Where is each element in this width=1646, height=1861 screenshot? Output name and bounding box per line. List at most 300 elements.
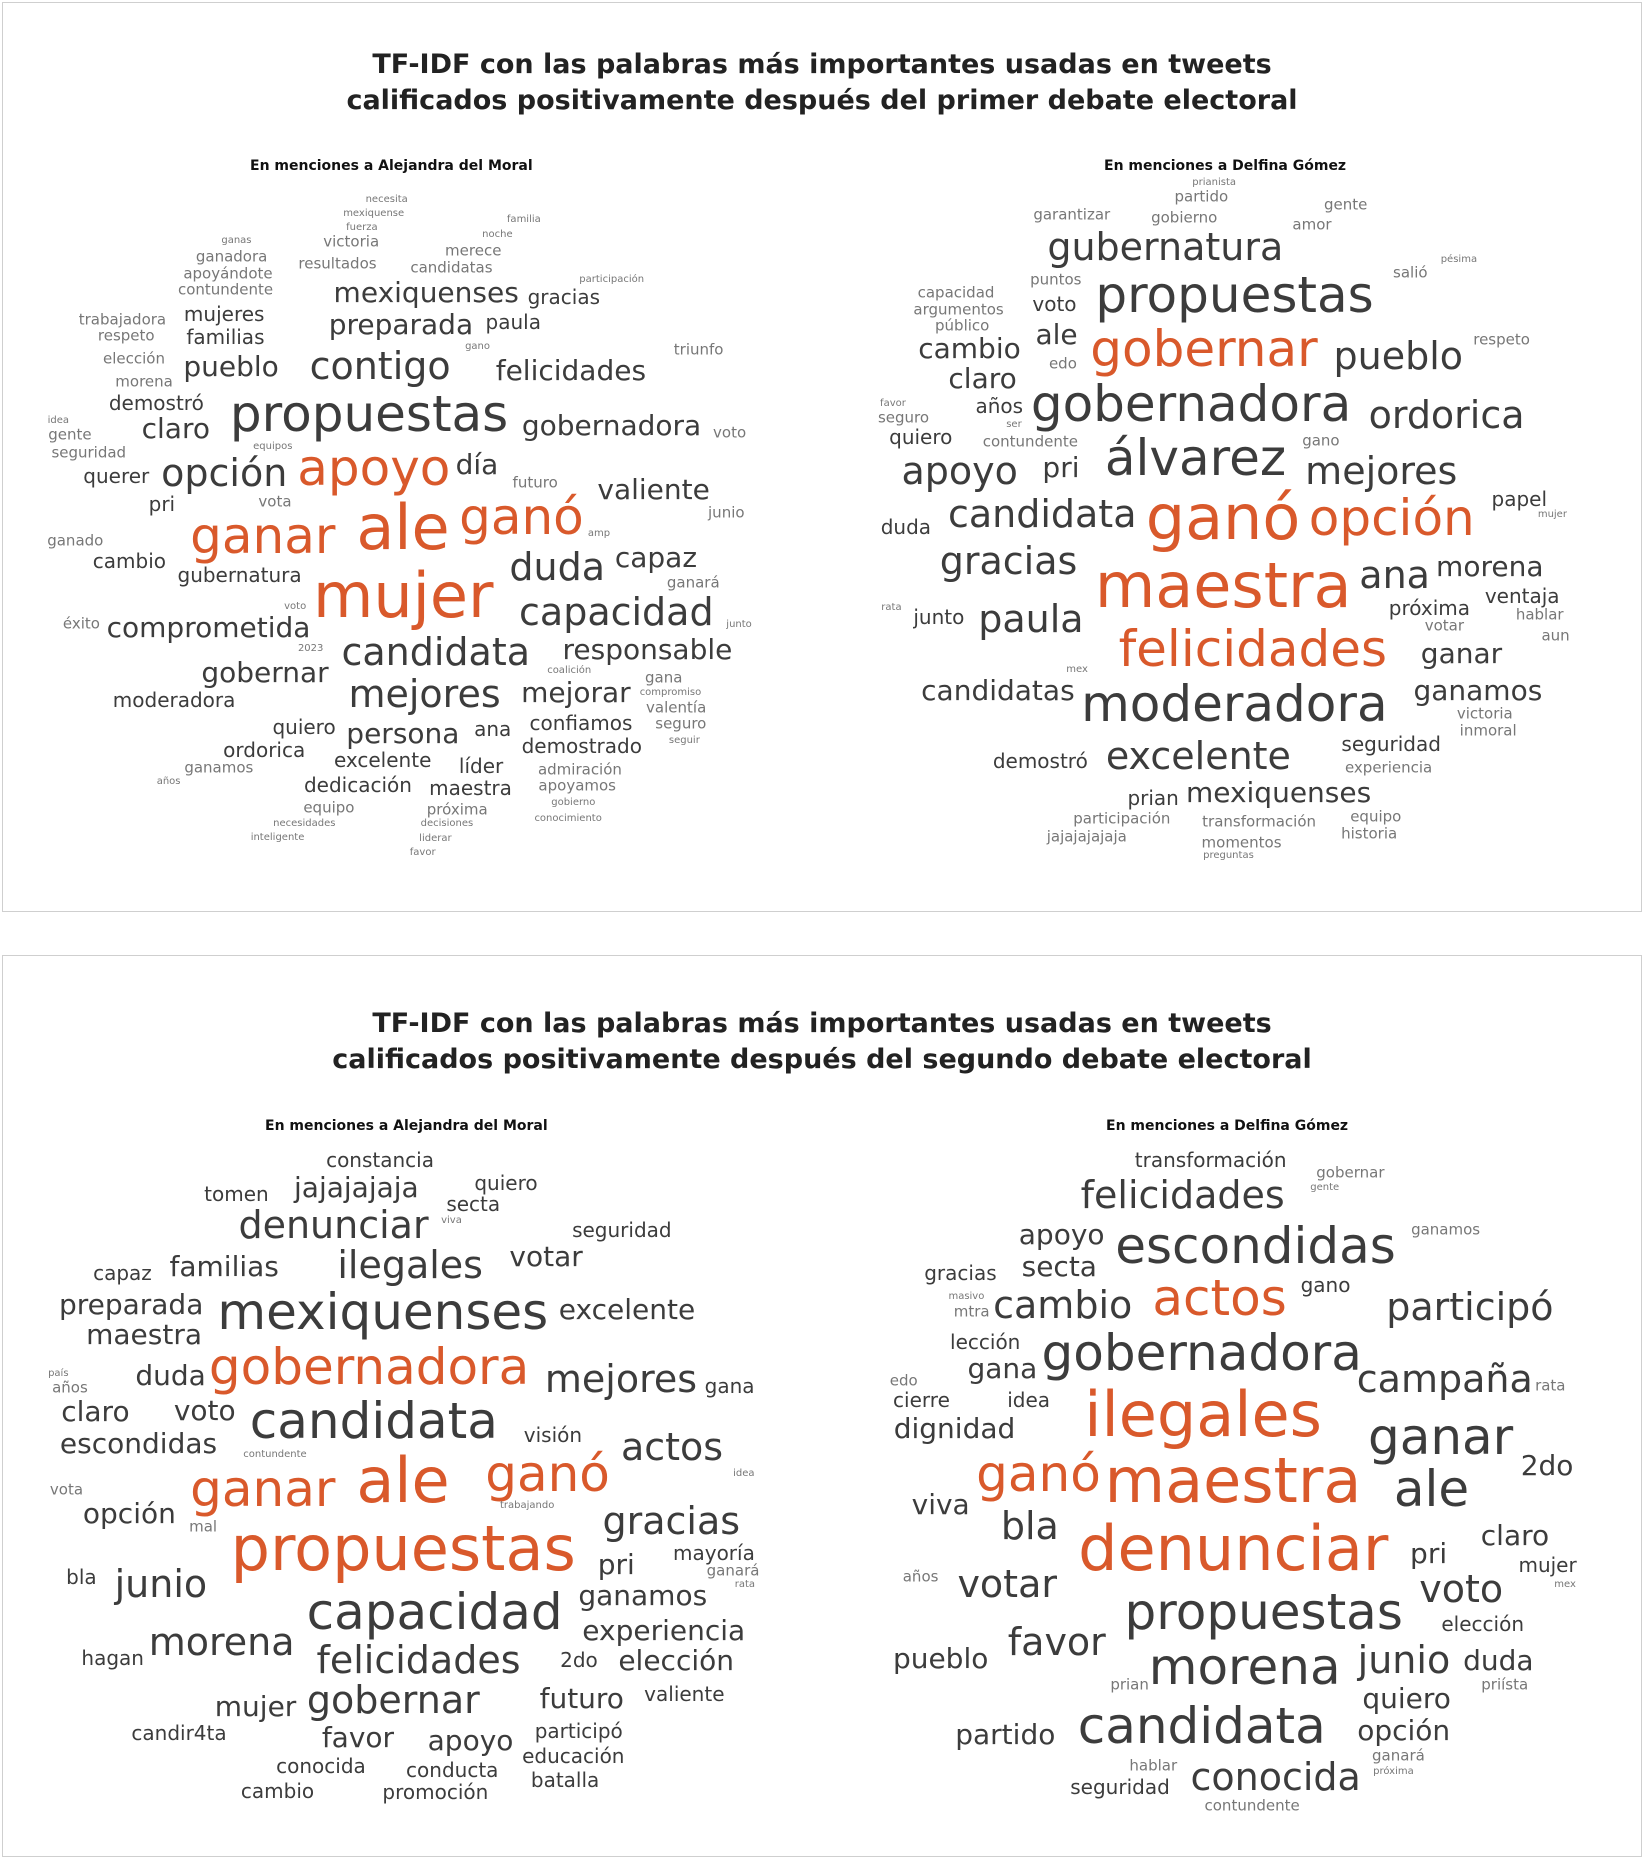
cloud-word: quiero (474, 1170, 538, 1195)
cloud-word: candidata (947, 491, 1137, 536)
word-cloud-alejandra-second (43, 1146, 763, 1816)
cloud-word: junio (114, 1562, 208, 1607)
cloud-word: hablar (1129, 1756, 1178, 1775)
cloud-word: gana (967, 1352, 1038, 1386)
cloud-word: priísta (1481, 1675, 1529, 1694)
cloud-word: mujer (1537, 509, 1567, 521)
cloud-word: batalla (530, 1768, 600, 1793)
cloud-word: ale (356, 1444, 450, 1517)
cloud-word: cambio (918, 332, 1021, 366)
cloud-word: favor (409, 846, 436, 858)
cloud-word: felicidades (1080, 1173, 1285, 1218)
cloud-word: ventaja (1484, 583, 1560, 608)
cloud-word: dignidad (893, 1412, 1016, 1446)
cloud-word: gubernatura (1047, 224, 1284, 269)
cloud-word: quiero (272, 714, 336, 739)
cloud-word: valiente (644, 1681, 725, 1706)
cloud-word: rata (881, 601, 902, 613)
cloud-word: público (935, 316, 990, 335)
cloud-word: rata (1535, 1376, 1566, 1395)
cloud-word: pueblo (183, 350, 279, 384)
cloud-word: claro (1480, 1518, 1550, 1552)
cloud-subtitle-delfina: En menciones a Delfina Gómez (1104, 158, 1347, 174)
cloud-word: equipos (253, 440, 293, 452)
cloud-word: ganar (1420, 636, 1503, 670)
cloud-word: conducta (406, 1758, 499, 1783)
cloud-word: demostró (992, 749, 1088, 774)
cloud-word: contundente (243, 1448, 307, 1460)
cloud-word: felicidades (316, 1638, 521, 1683)
cloud-word: futuro (539, 1682, 624, 1716)
cloud-word: futuro (512, 473, 558, 492)
cloud-word: promoción (382, 1779, 489, 1804)
cloud-word: día (455, 448, 499, 482)
cloud-word: gobernadora (1041, 1324, 1362, 1383)
cloud-word: quiero (889, 425, 953, 450)
cloud-word: mejorar (521, 675, 631, 709)
cloud-word: querer (83, 464, 150, 489)
cloud-word: puntos (1030, 270, 1082, 289)
cloud-word: mejores (1305, 449, 1458, 494)
word-cloud-alejandra-first (43, 193, 763, 863)
cloud-word: familia (506, 213, 541, 225)
cloud-word: éxito (62, 614, 100, 633)
cloud-word: apoyándote (183, 264, 273, 283)
cloud-word: elección (618, 1644, 734, 1678)
cloud-word: favor (321, 1720, 395, 1754)
cloud-word: ordorica (1368, 392, 1525, 437)
cloud-word: duda (1463, 1644, 1534, 1678)
cloud-word: transformación (1134, 1147, 1287, 1172)
cloud-word: ilegales (337, 1242, 483, 1287)
cloud-word: hagan (81, 1646, 144, 1671)
cloud-word: claro (948, 361, 1017, 395)
cloud-word: gobernar (306, 1678, 480, 1723)
cloud-word: preparada (328, 308, 474, 342)
cloud-word: voto (1032, 291, 1077, 316)
cloud-word: ganadora (195, 247, 268, 266)
cloud-word: capaz (614, 541, 698, 575)
cloud-word: gobernar (1090, 319, 1318, 378)
cloud-word: partido (955, 1718, 1056, 1752)
cloud-word: ganó (485, 1444, 610, 1503)
cloud-word: mujer (312, 558, 494, 632)
cloud-word: valiente (597, 472, 710, 506)
cloud-word: morena (1148, 1638, 1341, 1697)
cloud-word: voto (284, 600, 307, 612)
cloud-word: maestra (86, 1317, 203, 1351)
cloud-word: gobernar (1316, 1163, 1385, 1182)
cloud-word: denunciar (1078, 1511, 1389, 1585)
cloud-word: amor (1292, 215, 1332, 234)
cloud-word: gano (1300, 1272, 1351, 1297)
cloud-word: cambio (92, 548, 166, 573)
cloud-word: familias (186, 325, 265, 350)
cloud-word: denunciar (238, 1202, 429, 1247)
cloud-word: cierre (893, 1388, 950, 1413)
cloud-word: resultados (298, 254, 377, 273)
cloud-word: momentos (1201, 833, 1282, 851)
cloud-word: admiración (537, 760, 622, 779)
cloud-word: excelente (333, 748, 432, 773)
cloud-word: gracias (939, 538, 1078, 583)
cloud-word: merece (445, 241, 502, 260)
cloud-word: años (156, 776, 181, 788)
cloud-word: maestra (1104, 1444, 1362, 1517)
panel-title-line-1: TF-IDF con las palabras más importantes usadas en tweets (372, 49, 1272, 80)
cloud-word: gente (48, 425, 92, 444)
cloud-word: idea (47, 415, 69, 427)
cloud-word: favor (880, 397, 906, 409)
cloud-word: cambio (993, 1283, 1133, 1328)
cloud-word: voto (713, 423, 747, 442)
cloud-word: apoyo (901, 449, 1018, 494)
cloud-word: gobernar (201, 656, 329, 690)
cloud-word: pueblo (1333, 333, 1464, 378)
cloud-word: idea (733, 1467, 755, 1479)
cloud-word: candidata (341, 630, 531, 675)
cloud-word: conocimiento (534, 813, 602, 825)
cloud-word: ganamos (578, 1579, 708, 1612)
cloud-word: junto (913, 605, 965, 630)
cloud-word: preparada (58, 1287, 204, 1321)
cloud-subtitle-delfina: En menciones a Delfina Gómez (1106, 1118, 1349, 1134)
cloud-word: participación (579, 274, 645, 286)
cloud-word: victoria (323, 232, 380, 251)
cloud-word: pésima (1440, 254, 1478, 266)
cloud-word: gano (1302, 431, 1340, 450)
cloud-word: dedicación (303, 772, 412, 797)
cloud-word: equipo (1350, 807, 1402, 826)
cloud-word: responsable (562, 632, 733, 666)
cloud-word: opción (1357, 1714, 1451, 1748)
cloud-word: edo (889, 1371, 918, 1390)
cloud-word: mexiquenses (217, 1282, 549, 1341)
cloud-word: prian (1127, 785, 1179, 810)
cloud-word: prianista (1192, 177, 1237, 189)
cloud-word: propuestas (1095, 266, 1374, 325)
cloud-subtitle-alejandra: En menciones a Alejandra del Moral (250, 158, 533, 174)
cloud-word: pri (1042, 450, 1080, 484)
cloud-word: mujer (214, 1689, 297, 1723)
cloud-word: candidata (1077, 1696, 1326, 1755)
cloud-word: gente (1323, 195, 1368, 214)
cloud-word: liderar (419, 832, 452, 844)
cloud-word: mexiquense (343, 207, 405, 219)
cloud-word: contundente (1204, 1796, 1300, 1814)
cloud-word: mayoría (672, 1540, 755, 1565)
cloud-word: vota (49, 1480, 84, 1499)
cloud-word: ganó (1145, 481, 1301, 554)
cloud-word: 2023 (297, 643, 324, 655)
cloud-word: gubernatura (177, 562, 302, 587)
cloud-word: favor (1007, 1619, 1106, 1664)
cloud-word: participó (534, 1719, 623, 1744)
cloud-word: ganado (47, 531, 104, 550)
cloud-word: gente (1310, 1181, 1340, 1193)
cloud-word: moderadora (112, 687, 236, 712)
cloud-word: pueblo (892, 1641, 989, 1675)
cloud-word: voto (173, 1393, 236, 1427)
cloud-word: comprometida (106, 611, 311, 645)
cloud-word: noche (482, 228, 513, 240)
cloud-word: maestra (1094, 548, 1352, 622)
cloud-word: contundente (982, 432, 1078, 451)
cloud-word: necesidades (273, 817, 336, 829)
cloud-word: claro (61, 1395, 130, 1429)
cloud-word: pri (1410, 1536, 1448, 1570)
cloud-word: decisiones (420, 818, 474, 830)
cloud-word: contundente (177, 280, 274, 299)
cloud-word: mex (1554, 1578, 1576, 1590)
cloud-word: experiencia (582, 1613, 746, 1647)
cloud-word: hablar (1515, 605, 1564, 624)
cloud-word: secta (1021, 1249, 1097, 1283)
cloud-word: apoyo (427, 1724, 514, 1758)
cloud-word: duda (880, 515, 932, 540)
cloud-word: pri (597, 1548, 635, 1582)
cloud-word: ganamos (1413, 673, 1543, 707)
cloud-word: visión (523, 1422, 583, 1447)
cloud-word: apoyo (1018, 1217, 1105, 1251)
cloud-word: excelente (1105, 734, 1291, 779)
cloud-word: salió (1393, 263, 1428, 282)
cloud-word: votar (957, 1562, 1057, 1607)
cloud-word: años (975, 394, 1024, 419)
cloud-word: ganar (190, 1459, 336, 1518)
cloud-word: valentía (646, 698, 707, 717)
cloud-word: ana (474, 716, 512, 741)
cloud-word: paula (978, 597, 1084, 642)
cloud-word: años (902, 1567, 939, 1586)
cloud-word: trabajando (499, 1499, 555, 1511)
cloud-word: morena (1436, 550, 1544, 584)
cloud-word: idea (1007, 1387, 1051, 1412)
cloud-word: seguro (655, 714, 707, 733)
cloud-word: seguridad (1341, 732, 1441, 757)
cloud-word: gobierno (551, 796, 596, 808)
cloud-word: gana (704, 1373, 755, 1398)
cloud-word: seguridad (1070, 1774, 1170, 1799)
panel-title-line-2: calificados positivamente después del primer debate electoral (346, 85, 1298, 116)
cloud-word: ganará (1372, 1746, 1425, 1765)
word-cloud-delfina-first (873, 173, 1573, 863)
cloud-word: país (48, 1368, 69, 1380)
cloud-word: papel (1491, 487, 1548, 512)
cloud-word: garantizar (1033, 205, 1111, 224)
cloud-word: apoyamos (538, 776, 617, 795)
cloud-word: educación (522, 1743, 625, 1768)
cloud-word: apoyo (297, 439, 451, 498)
cloud-word: ganamos (184, 758, 254, 777)
cloud-word: moderadora (1081, 675, 1388, 734)
cloud-word: opción (1308, 489, 1475, 548)
cloud-word: líder (458, 753, 504, 778)
cloud-word: excelente (558, 1293, 696, 1327)
cloud-word: partido (1174, 187, 1229, 206)
cloud-word: mexiquenses (333, 275, 519, 309)
cloud-word: mexiquenses (1185, 775, 1372, 809)
cloud-word: ganar (190, 506, 336, 565)
cloud-word: ale (356, 491, 450, 564)
cloud-word: candir4ta (131, 1720, 227, 1745)
cloud-word: gobierno (1151, 208, 1218, 227)
cloud-word: votar (509, 1240, 583, 1274)
cloud-word: duda (509, 545, 606, 590)
cloud-word: votar (1424, 616, 1465, 635)
cloud-word: respeto (97, 326, 155, 345)
cloud-word: propuestas (1124, 1583, 1403, 1642)
cloud-word: confiamos (529, 710, 633, 735)
cloud-word: edo (1048, 354, 1077, 373)
cloud-word: ganó (459, 488, 584, 547)
cloud-word: fuerza (346, 221, 378, 233)
cloud-word: opción (161, 451, 288, 496)
cloud-word: 2do (560, 1648, 598, 1673)
cloud-word: viva (441, 1215, 462, 1227)
cloud-word: candidatas (410, 258, 493, 277)
cloud-word: victoria (1456, 704, 1513, 723)
cloud-word: argumentos (913, 300, 1004, 319)
cloud-word: jajajajaja (294, 1171, 419, 1205)
cloud-word: contigo (309, 343, 451, 388)
panel-title-line-1: TF-IDF con las palabras más importantes usadas en tweets (372, 1008, 1272, 1039)
cloud-word: morena (148, 1619, 295, 1664)
cloud-word: ganó (976, 1445, 1101, 1503)
cloud-word: gracias (602, 1498, 741, 1543)
cloud-word: pri (148, 491, 176, 516)
cloud-word: masivo (948, 1290, 985, 1302)
cloud-word: gracias (527, 284, 601, 309)
cloud-word: ganas (221, 235, 252, 247)
cloud-word: lección (950, 1329, 1021, 1354)
cloud-word: respeto (1473, 330, 1530, 349)
cloud-word: junio (1357, 1638, 1451, 1683)
cloud-word: vota (258, 492, 292, 511)
cloud-word: mujer (1518, 1552, 1577, 1577)
cloud-word: preguntas (1203, 850, 1254, 862)
cloud-word: actos (1152, 1269, 1287, 1328)
cloud-word: propuestas (230, 1511, 576, 1585)
cloud-word: mex (1066, 664, 1088, 676)
cloud-word: próxima (426, 800, 488, 819)
cloud-word: seguridad (51, 443, 127, 462)
cloud-word: 2do (1520, 1448, 1574, 1482)
cloud-word: ale (1393, 1460, 1470, 1519)
panel-title (3, 47, 1641, 119)
cloud-word: amp (587, 527, 611, 539)
cloud-word: campaña (1356, 1356, 1533, 1401)
cloud-word: mejores (348, 671, 501, 716)
cloud-word: ordorica (223, 737, 306, 762)
cloud-word: quiero (1362, 1682, 1451, 1716)
cloud-word: duda (135, 1358, 206, 1392)
cloud-word: candidata (249, 1392, 498, 1451)
cloud-word: próxima (1388, 595, 1471, 620)
cloud-word: familias (169, 1249, 279, 1283)
cloud-word: capacidad (306, 1583, 563, 1642)
cloud-word: aun (1541, 626, 1570, 645)
cloud-word: ser (1006, 419, 1022, 431)
cloud-word: claro (141, 412, 210, 445)
cloud-word: historia (1341, 824, 1398, 843)
cloud-word: mal (189, 1517, 218, 1536)
cloud-word: persona (346, 717, 460, 751)
figure-panel-first-debate (2, 2, 1642, 912)
cloud-word: actos (620, 1424, 724, 1469)
cloud-word: inteligente (250, 832, 305, 844)
cloud-word: ilegales (1084, 1377, 1322, 1451)
cloud-word: equipo (303, 798, 355, 817)
cloud-word: gracias (924, 1260, 997, 1285)
cloud-word: rata (734, 1578, 756, 1590)
cloud-word: escondidas (1115, 1216, 1396, 1275)
cloud-word: ganará (666, 573, 720, 592)
cloud-word: ana (1359, 553, 1430, 598)
cloud-word: bla (1000, 1503, 1059, 1548)
cloud-word: junio (708, 503, 745, 522)
cloud-word: gobernadora (1030, 375, 1352, 434)
cloud-word: experiencia (1344, 758, 1433, 777)
cloud-word: mujeres (183, 301, 265, 326)
panel-title (3, 1006, 1641, 1078)
cloud-word: gobernadora (208, 1338, 530, 1397)
cloud-word: paula (485, 309, 541, 334)
cloud-word: gana (645, 668, 683, 687)
cloud-word: felicidades (495, 354, 647, 388)
cloud-word: seguir (668, 734, 700, 746)
figure-panel-second-debate (2, 955, 1642, 1857)
cloud-word: ganará (706, 1561, 760, 1580)
cloud-word: conocida (276, 1754, 366, 1779)
cloud-word: gobernadora (521, 409, 702, 443)
cloud-word: álvarez (1104, 429, 1287, 488)
cloud-word: tomen (204, 1182, 269, 1207)
cloud-word: ale (1035, 317, 1078, 351)
cloud-word: constancia (326, 1147, 434, 1172)
cloud-word: voto (1419, 1567, 1504, 1612)
cloud-word: opción (82, 1496, 176, 1530)
cloud-word: años (52, 1378, 88, 1397)
cloud-word: escondidas (59, 1426, 218, 1460)
cloud-word: candidatas (921, 674, 1075, 708)
cloud-word: felicidades (1118, 620, 1388, 679)
cloud-word: demostrado (521, 734, 642, 759)
cloud-word: triunfo (673, 340, 724, 359)
cloud-word: maestra (429, 776, 512, 801)
cloud-word: mejores (544, 1356, 698, 1401)
cloud-word: participó (1386, 1285, 1554, 1330)
word-cloud-delfina-second (883, 1146, 1583, 1816)
cloud-word: conocida (1190, 1755, 1361, 1800)
cloud-word: inmoral (1459, 721, 1517, 740)
cloud-word: viva (911, 1488, 970, 1522)
cloud-word: bla (66, 1565, 97, 1590)
cloud-word: secta (446, 1192, 501, 1217)
cloud-word: compromiso (639, 686, 702, 698)
cloud-word: coalición (547, 664, 592, 676)
cloud-word: ganar (1367, 1407, 1514, 1466)
cloud-word: prian (1110, 1675, 1149, 1694)
cloud-word: seguro (877, 408, 930, 427)
cloud-word: gano (465, 340, 490, 352)
cloud-word: ganamos (1411, 1220, 1481, 1239)
cloud-word: elección (1441, 1611, 1525, 1636)
cloud-word: próxima (1373, 1766, 1414, 1778)
cloud-word: demostró (108, 390, 204, 415)
cloud-word: jajajajajaja (1046, 827, 1127, 846)
cloud-word: morena (115, 372, 173, 391)
